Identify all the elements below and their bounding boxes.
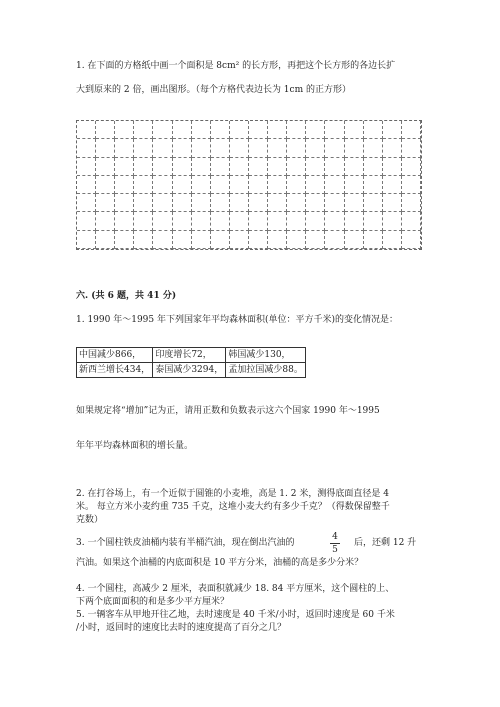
grid-cell[interactable] xyxy=(383,176,402,194)
grid-cell[interactable] xyxy=(153,176,172,194)
grid-cell[interactable] xyxy=(287,158,306,176)
grid-cell[interactable] xyxy=(287,212,306,230)
grid-cell[interactable] xyxy=(77,158,96,176)
grid-cell[interactable] xyxy=(153,231,172,249)
grid-cell[interactable] xyxy=(230,194,249,212)
grid-cell[interactable] xyxy=(96,121,115,139)
grid-cell[interactable] xyxy=(345,231,364,249)
grid-cell[interactable] xyxy=(134,158,153,176)
q1-text-line1: 1. 在下面的方格纸中画一个面积是 8cm² 的长方形，再把这个长方形的各边长扩 xyxy=(76,61,396,71)
grid-cell[interactable] xyxy=(77,231,96,249)
q5-line2: /小时，返回时的速度比去时的速度提高了百分之几？ xyxy=(76,623,287,633)
grid-cell[interactable] xyxy=(287,231,306,249)
grid-cell[interactable] xyxy=(115,231,134,249)
grid-cell[interactable] xyxy=(153,194,172,212)
grid-cell[interactable] xyxy=(306,139,325,157)
grid-cell[interactable] xyxy=(402,158,421,176)
grid-cell[interactable] xyxy=(249,121,268,139)
grid-cell[interactable] xyxy=(306,176,325,194)
grid-cell[interactable] xyxy=(173,158,192,176)
table-cell: 泰国减少3294， xyxy=(153,363,226,378)
grid-cell[interactable] xyxy=(192,231,211,249)
grid-cell[interactable] xyxy=(96,158,115,176)
grid-cell[interactable] xyxy=(77,212,96,230)
grid-cell[interactable] xyxy=(306,194,325,212)
grid-cell[interactable] xyxy=(325,158,344,176)
q2-line1: 2. 在打谷场上，有一个近似于圆锥的小麦堆，高是 1. 2 米，测得底面直径是 4 xyxy=(76,489,389,499)
fraction-four-fifths xyxy=(330,532,340,555)
table-cell: 新西兰增长434， xyxy=(77,363,153,378)
grid-cell[interactable] xyxy=(96,139,115,157)
grid-cell[interactable] xyxy=(345,212,364,230)
grid-cell[interactable] xyxy=(268,139,287,157)
table-cell: 中国减少866， xyxy=(77,348,153,363)
grid-cell[interactable] xyxy=(173,212,192,230)
grid-cell[interactable] xyxy=(153,139,172,157)
q3-line1-part2: 后，还剩 12 升 xyxy=(354,538,417,548)
grid-cell[interactable] xyxy=(153,212,172,230)
grid-cell[interactable] xyxy=(306,231,325,249)
grid-cell[interactable] xyxy=(115,212,134,230)
grid-cell[interactable] xyxy=(325,176,344,194)
grid-cell[interactable] xyxy=(287,121,306,139)
q1-text-line2: 大到原来的 2 倍，画出图形。（每个方格代表边长为 1cm 的正方形） xyxy=(76,85,351,95)
forest-question-line2: 如果规定将“增加”记为正，请用正数和负数表示这六个国家 1990 年～1995 xyxy=(76,406,380,416)
grid-cell[interactable] xyxy=(115,158,134,176)
grid-cell[interactable] xyxy=(230,121,249,139)
table-cell: 韩国减少130， xyxy=(226,348,306,363)
q4-line2: 下两个底面面积的和是多少平方厘米？ xyxy=(76,597,230,607)
grid-cell[interactable] xyxy=(383,212,402,230)
grid-cell[interactable] xyxy=(96,176,115,194)
grid-cell[interactable] xyxy=(383,231,402,249)
grid-cell[interactable] xyxy=(325,212,344,230)
grid-cell[interactable] xyxy=(268,158,287,176)
table-row xyxy=(77,363,306,378)
grid-cell[interactable] xyxy=(402,194,421,212)
grid-cell[interactable] xyxy=(230,231,249,249)
grid-cell[interactable] xyxy=(134,139,153,157)
grid-cell[interactable] xyxy=(96,212,115,230)
grid-cell[interactable] xyxy=(77,176,96,194)
grid-cell[interactable] xyxy=(192,194,211,212)
fraction-bar xyxy=(330,543,340,544)
forest-question-intro: 1. 1990 年～1995 年下列国家年平均森林面积(单位：平方千米)的变化情况是： xyxy=(76,315,399,325)
grid-cell[interactable] xyxy=(230,158,249,176)
fraction-numerator: 4 xyxy=(332,532,338,542)
grid-cell[interactable] xyxy=(345,121,364,139)
grid-cell[interactable] xyxy=(115,194,134,212)
grid-cell[interactable] xyxy=(383,194,402,212)
grid-cell[interactable] xyxy=(287,176,306,194)
grid-cell[interactable] xyxy=(192,158,211,176)
grid-cell[interactable] xyxy=(77,194,96,212)
grid-cell[interactable] xyxy=(192,121,211,139)
grid-cell[interactable] xyxy=(364,176,383,194)
grid-cell[interactable] xyxy=(211,194,230,212)
grid-cell[interactable] xyxy=(230,212,249,230)
grid-cell[interactable] xyxy=(345,194,364,212)
grid-cell[interactable] xyxy=(173,194,192,212)
table-row xyxy=(77,348,306,363)
grid-cell[interactable] xyxy=(249,158,268,176)
grid-cell[interactable] xyxy=(402,139,421,157)
grid-cell[interactable] xyxy=(249,176,268,194)
grid-cell[interactable] xyxy=(211,139,230,157)
grid-cell[interactable] xyxy=(173,176,192,194)
grid-cell[interactable] xyxy=(96,231,115,249)
grid-cell[interactable] xyxy=(211,121,230,139)
grid-cell[interactable] xyxy=(364,158,383,176)
grid-cell[interactable] xyxy=(173,231,192,249)
forest-question-line3: 年年平均森林面积的增长量。 xyxy=(76,441,194,451)
grid-cell[interactable] xyxy=(383,139,402,157)
grid-cell[interactable] xyxy=(211,231,230,249)
grid-cell[interactable] xyxy=(325,139,344,157)
grid-cell[interactable] xyxy=(364,139,383,157)
grid-cell[interactable] xyxy=(77,139,96,157)
grid-cell[interactable] xyxy=(287,194,306,212)
grid-cell[interactable] xyxy=(249,139,268,157)
grid-cell[interactable] xyxy=(192,139,211,157)
grid-cell[interactable] xyxy=(287,139,306,157)
grid-cell[interactable] xyxy=(364,231,383,249)
grid-cell[interactable] xyxy=(134,176,153,194)
grid-cell[interactable] xyxy=(268,121,287,139)
grid-cell[interactable] xyxy=(402,121,421,139)
grid-cell[interactable] xyxy=(325,121,344,139)
grid-cell[interactable] xyxy=(402,176,421,194)
q4-line1: 4. 一个圆柱，高减少 2 厘米，表面积就减少 18. 84 平方厘米，这个圆柱的上、 xyxy=(76,584,395,594)
q2-line2: 米。 每立方米小麦约重 735 千克，这堆小麦大约有多少千克？（得数保留整千 xyxy=(76,502,390,512)
q3-line1-part1: 3. 一个圆柱铁皮油桶内装有半桶汽油，现在倒出汽油的 xyxy=(76,538,295,548)
forest-change-table xyxy=(76,347,306,378)
grid-cell[interactable] xyxy=(115,176,134,194)
fraction-denominator: 5 xyxy=(332,545,338,555)
grid-cell[interactable] xyxy=(77,121,96,139)
grid-cell[interactable] xyxy=(134,121,153,139)
graph-paper-grid[interactable] xyxy=(76,120,422,250)
q5-line1: 5. 一辆客车从甲地开往乙地，去时速度是 40 千米/小时，返回时速度是 60 千米 xyxy=(76,610,395,620)
grid-cell[interactable] xyxy=(345,158,364,176)
grid-cell[interactable] xyxy=(173,139,192,157)
grid-cell[interactable] xyxy=(134,194,153,212)
grid-cell[interactable] xyxy=(364,121,383,139)
grid-cell[interactable] xyxy=(153,158,172,176)
q2-line3: 克数） xyxy=(76,515,104,525)
grid-cell[interactable] xyxy=(211,176,230,194)
grid-cell[interactable] xyxy=(364,212,383,230)
grid-cell[interactable] xyxy=(249,212,268,230)
grid-cell[interactable] xyxy=(268,231,287,249)
grid-cell[interactable] xyxy=(306,121,325,139)
grid-cell[interactable] xyxy=(115,139,134,157)
grid-cell[interactable] xyxy=(173,121,192,139)
grid-cell[interactable] xyxy=(249,194,268,212)
grid-cell[interactable] xyxy=(383,121,402,139)
grid-cell[interactable] xyxy=(96,194,115,212)
grid-cell[interactable] xyxy=(115,121,134,139)
grid-cell[interactable] xyxy=(249,231,268,249)
grid-cell[interactable] xyxy=(383,158,402,176)
table-cell: 印度增长72， xyxy=(153,348,226,363)
grid-cell[interactable] xyxy=(211,212,230,230)
section-heading: 六. (共 6 题，共 41 分) xyxy=(76,291,177,301)
grid-cell[interactable] xyxy=(153,121,172,139)
grid-cell[interactable] xyxy=(268,194,287,212)
grid-cell[interactable] xyxy=(306,158,325,176)
grid-cell[interactable] xyxy=(306,212,325,230)
grid-cell[interactable] xyxy=(364,194,383,212)
grid-cell[interactable] xyxy=(268,176,287,194)
grid-cell[interactable] xyxy=(345,139,364,157)
grid-cell[interactable] xyxy=(211,158,230,176)
grid-cell[interactable] xyxy=(192,212,211,230)
grid-cell[interactable] xyxy=(402,212,421,230)
table-cell: 孟加拉国减少88。 xyxy=(226,363,306,378)
grid-cell[interactable] xyxy=(134,212,153,230)
grid-cell[interactable] xyxy=(325,231,344,249)
grid-cell[interactable] xyxy=(402,231,421,249)
q3-line2: 汽油。如果这个油桶的内底面积是 10 平方分米，油桶的高是多少分米？ xyxy=(76,558,364,568)
grid-cell[interactable] xyxy=(268,212,287,230)
grid-cell[interactable] xyxy=(345,176,364,194)
grid-cell[interactable] xyxy=(134,231,153,249)
grid-cell[interactable] xyxy=(325,194,344,212)
grid-cell[interactable] xyxy=(192,176,211,194)
grid-cell[interactable] xyxy=(230,176,249,194)
grid-cell[interactable] xyxy=(230,139,249,157)
